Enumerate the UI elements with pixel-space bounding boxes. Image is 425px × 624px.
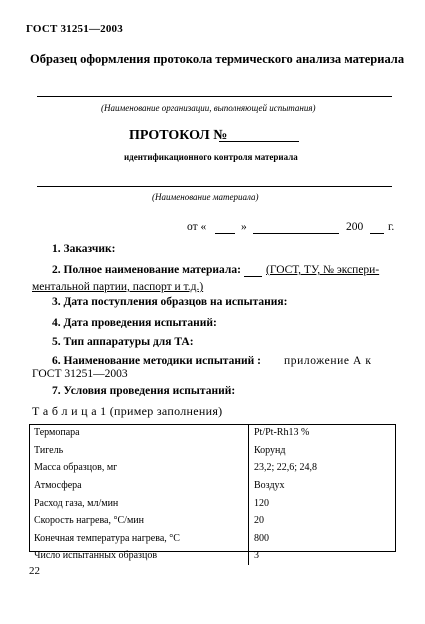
date-year-blank [370, 233, 384, 234]
page-number: 22 [29, 565, 40, 577]
table-row [29, 459, 396, 477]
item-method-label: 6. Наименование методики испытаний : [52, 355, 261, 367]
material-caption: (Наименование материала) [152, 192, 259, 202]
date-year-prefix: 200 [346, 221, 364, 233]
item-material-name-label: 2. Полное наименование материала: [52, 264, 241, 276]
table-row [29, 424, 396, 442]
value-cell: Воздух [254, 480, 285, 492]
date-year-suffix: г. [388, 221, 395, 233]
item-conditions: 7. Условия проведения испытаний: [52, 385, 236, 397]
value-cell: 20 [254, 515, 264, 527]
param-cell: Тигель [29, 442, 249, 460]
table-row [29, 530, 396, 548]
table-row [29, 477, 396, 495]
item-method-value-2: ГОСТ 31251—2003 [32, 368, 128, 380]
table-row [29, 512, 396, 530]
organization-caption: (Наименование организации, выполняющей испытания) [101, 103, 316, 113]
date-day-blank [215, 233, 235, 234]
param-cell: Число испытанных образцов [29, 547, 249, 565]
item-customer: 1. Заказчик: [52, 243, 116, 255]
param-cell: Масса образцов, мг [29, 459, 249, 477]
item-receipt-date: 3. Дата поступления образцов на испытания: [52, 296, 288, 308]
date-close-quote: » [241, 221, 247, 233]
table-row [29, 547, 396, 565]
param-cell: Расход газа, мл/мин [29, 494, 249, 512]
value-cell: 120 [254, 497, 269, 509]
table-row [29, 494, 396, 512]
item-method-value-1: приложение А к [284, 355, 372, 367]
conditions-table [29, 424, 396, 565]
item-test-date: 4. Дата проведения испытаний: [52, 317, 217, 329]
param-cell: Скорость нагрева, °С/мин [29, 512, 249, 530]
param-cell: Термопара [29, 424, 249, 442]
date-from-label: от « [187, 221, 207, 233]
material-name-hint-2: ментальной партии, паспорт и т.д.) [32, 281, 204, 293]
value-cell: 3 [254, 550, 259, 562]
material-name-blank [244, 276, 262, 277]
param-cell: Атмосфера [29, 477, 249, 495]
table-row [29, 442, 396, 460]
date-month-blank [253, 233, 339, 234]
page-title: Образец оформления протокола термического анализа материала [30, 52, 405, 66]
item-equipment: 5. Тип аппаратуры для ТА: [52, 336, 194, 348]
material-name-hint-1: (ГОСТ, ТУ, № экспери- [266, 264, 380, 276]
protocol-subtitle: идентификационного контроля материала [124, 152, 298, 162]
organization-blank-line [37, 96, 392, 97]
value-cell: 800 [254, 532, 269, 544]
value-cell: Корунд [254, 444, 286, 456]
material-blank-line [37, 186, 392, 187]
standard-header: ГОСТ 31251—2003 [26, 23, 123, 35]
param-cell: Конечная температура нагрева, °С [29, 530, 249, 548]
table-caption: Т а б л и ц а 1 (пример заполнения) [32, 404, 223, 418]
value-cell: 23,2; 22,6; 24,8 [254, 462, 318, 474]
protocol-number-blank [219, 141, 299, 142]
protocol-title: ПРОТОКОЛ № [129, 128, 228, 143]
value-cell: Pt/Pt-Rh13 % [254, 427, 310, 439]
